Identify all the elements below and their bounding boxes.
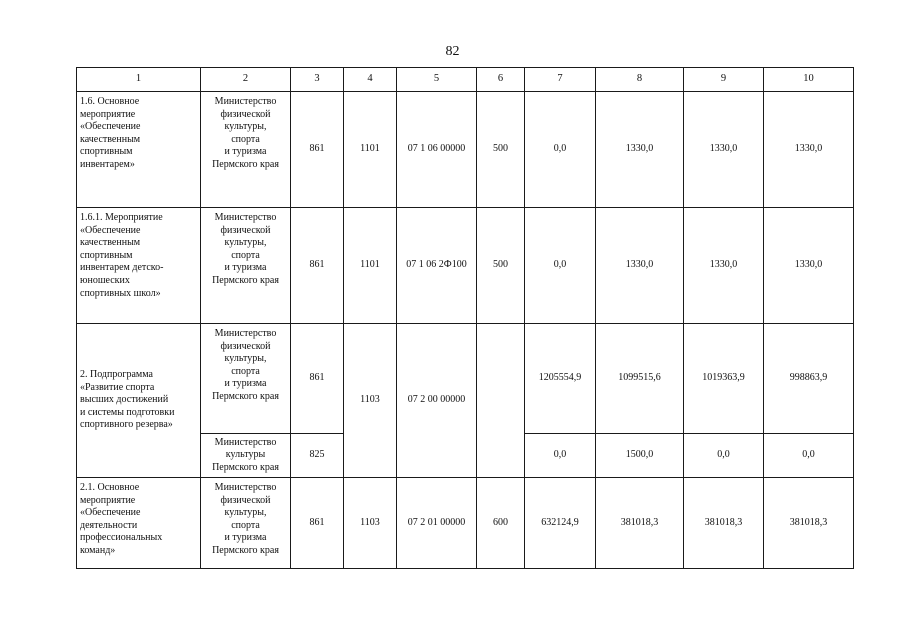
row-ministry: Министерство физической культуры, спорта и туризма Пермского края <box>201 92 291 208</box>
column-header: 8 <box>596 68 684 92</box>
column-header: 7 <box>525 68 596 92</box>
row-c9: 381018,3 <box>684 478 764 569</box>
row-c8: 1099515,6 <box>596 324 684 434</box>
row-c5: 07 1 06 2Ф100 <box>397 208 477 324</box>
row-name: 2. Подпрограмма «Развитие спорта высших достижений и системы подготовки спортивного резерва» <box>77 324 201 478</box>
row-ministry: Министерство физической культуры, спорта и туризма Пермского края <box>201 208 291 324</box>
row-c6: 600 <box>477 478 525 569</box>
row-ministry: Министерство культуры Пермского края <box>201 434 291 478</box>
row-c3: 861 <box>291 92 344 208</box>
column-header: 4 <box>344 68 397 92</box>
row-c10: 1330,0 <box>764 208 854 324</box>
row-name: 2.1. Основное мероприятие «Обеспечение деятельности профессиональных команд» <box>77 478 201 569</box>
row-ministry: Министерство физической культуры, спорта и туризма Пермского края <box>201 478 291 569</box>
row-c9: 1330,0 <box>684 92 764 208</box>
row-c6: 500 <box>477 92 525 208</box>
row-c5: 07 1 06 00000 <box>397 92 477 208</box>
table-row <box>77 208 854 324</box>
column-header: 10 <box>764 68 854 92</box>
row-c3: 825 <box>291 434 344 478</box>
row-c8: 1500,0 <box>596 434 684 478</box>
row-c4: 1103 <box>344 478 397 569</box>
row-c7: 0,0 <box>525 434 596 478</box>
row-c10: 0,0 <box>764 434 854 478</box>
column-header: 1 <box>77 68 201 92</box>
row-c7: 1205554,9 <box>525 324 596 434</box>
row-c8: 1330,0 <box>596 208 684 324</box>
row-c9: 1019363,9 <box>684 324 764 434</box>
row-c3: 861 <box>291 324 344 434</box>
table-row <box>77 324 854 434</box>
row-c10: 998863,9 <box>764 324 854 434</box>
row-c6: 500 <box>477 208 525 324</box>
page-number: 82 <box>445 44 460 59</box>
row-c7: 0,0 <box>525 208 596 324</box>
header-row <box>77 68 854 92</box>
row-c7: 0,0 <box>525 92 596 208</box>
row-c6 <box>477 324 525 478</box>
column-header: 2 <box>201 68 291 92</box>
row-c9: 0,0 <box>684 434 764 478</box>
row-c4: 1101 <box>344 208 397 324</box>
row-c8: 381018,3 <box>596 478 684 569</box>
row-c3: 861 <box>291 208 344 324</box>
row-name: 1.6.1. Мероприятие «Обеспечение качественным спортивным инвентарем детско- юношеских спортивных школ» <box>77 208 201 324</box>
column-header: 3 <box>291 68 344 92</box>
row-c10: 381018,3 <box>764 478 854 569</box>
table-row <box>77 478 854 569</box>
row-ministry: Министерство физической культуры, спорта и туризма Пермского края <box>201 324 291 434</box>
row-c10: 1330,0 <box>764 92 854 208</box>
row-c8: 1330,0 <box>596 92 684 208</box>
table-row <box>77 92 854 208</box>
row-name: 1.6. Основное мероприятие «Обеспечение качественным спортивным инвентарем» <box>77 92 201 208</box>
row-c5: 07 2 01 00000 <box>397 478 477 569</box>
row-c3: 861 <box>291 478 344 569</box>
row-c4: 1103 <box>344 324 397 478</box>
budget-table <box>76 67 854 569</box>
row-c9: 1330,0 <box>684 208 764 324</box>
row-c4: 1101 <box>344 92 397 208</box>
column-header: 9 <box>684 68 764 92</box>
column-header: 6 <box>477 68 525 92</box>
row-c5: 07 2 00 00000 <box>397 324 477 478</box>
row-c7: 632124,9 <box>525 478 596 569</box>
column-header: 5 <box>397 68 477 92</box>
